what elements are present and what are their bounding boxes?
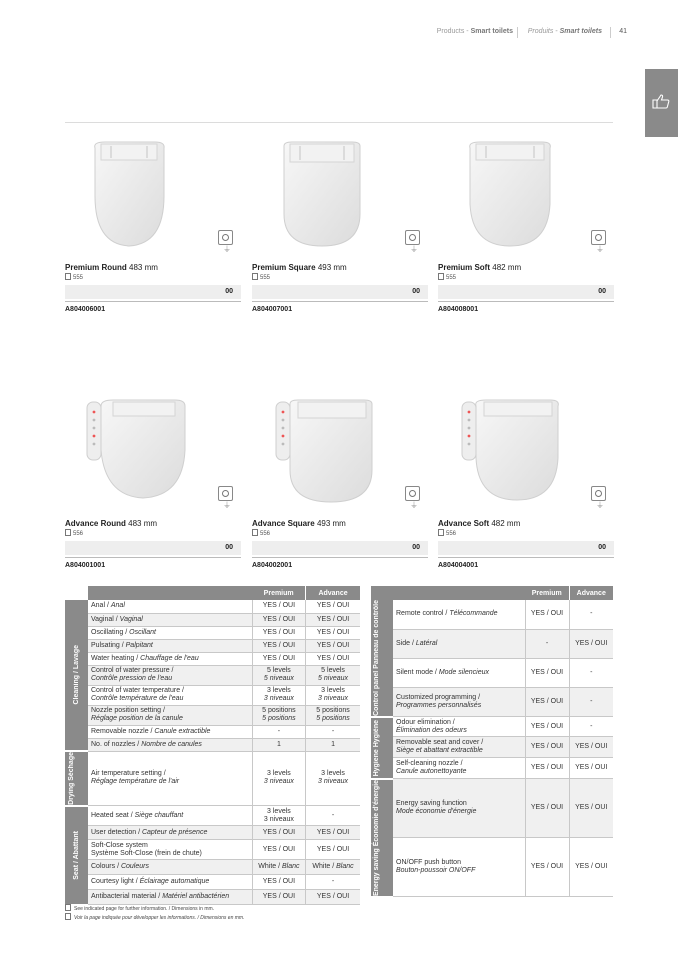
plug-icon: ⏚ bbox=[223, 501, 231, 510]
spec-table-left bbox=[65, 586, 360, 906]
advance-value: - bbox=[569, 658, 613, 687]
premium-value: 1 bbox=[252, 738, 305, 751]
touch-panel-icon bbox=[405, 486, 420, 501]
quantity-box[interactable]: 00 bbox=[252, 285, 428, 299]
advance-value: YES / OUI bbox=[569, 779, 613, 838]
toilet-seat-advance-round bbox=[65, 390, 241, 518]
toilet-seat-premium-soft bbox=[438, 134, 614, 262]
code-divider bbox=[252, 301, 428, 302]
product-name: Premium Soft 482 mm bbox=[438, 263, 522, 272]
page-ref-icon bbox=[65, 273, 71, 280]
toilet-seat-advance-soft bbox=[438, 390, 614, 518]
section-tab[interactable] bbox=[645, 69, 678, 137]
feature-label: Control of water temperature / Contrôle température de l'eau bbox=[88, 685, 252, 705]
group-label-energy-saving: Energy saving Économie d'énergie bbox=[371, 779, 393, 897]
group-label-seat: Seat / Abattant bbox=[65, 806, 88, 905]
breadcrumb-en: Products - Smart toilets bbox=[436, 28, 513, 35]
advance-value: - bbox=[306, 806, 360, 826]
page-ref: 556 bbox=[438, 529, 456, 537]
page-ref-icon bbox=[65, 913, 71, 920]
product-name: Premium Round 483 mm bbox=[65, 263, 158, 272]
feature-label: Energy saving function Mode économie d'énergie bbox=[393, 779, 525, 838]
feature-label: Soft-Close system Système Soft-Close (frein de chute) bbox=[88, 840, 252, 860]
product-name: Advance Round 483 mm bbox=[65, 519, 158, 528]
feature-label: Removable nozzle / Canule extractible bbox=[88, 725, 252, 738]
page-ref-icon bbox=[438, 273, 444, 280]
page-ref: 555 bbox=[65, 273, 83, 281]
feature-label: No. of nozzles / Nombre de canules bbox=[88, 738, 252, 751]
feature-label: Oscillating / Oscillant bbox=[88, 626, 252, 639]
col-advance: Advance bbox=[306, 586, 360, 600]
page-header bbox=[0, 27, 678, 41]
premium-value: YES / OUI bbox=[252, 652, 305, 665]
premium-value: YES / OUI bbox=[525, 688, 569, 717]
advance-value: YES / OUI bbox=[306, 600, 360, 613]
product-image bbox=[438, 134, 614, 262]
premium-value: YES / OUI bbox=[525, 838, 569, 897]
plug-icon: ⏚ bbox=[596, 501, 604, 510]
touch-panel-icon bbox=[218, 486, 233, 501]
advance-value: - bbox=[569, 717, 613, 737]
feature-label: Removable seat and cover / Siège et abattant extractible bbox=[393, 737, 525, 758]
feature-label: Silent mode / Mode silencieux bbox=[393, 658, 525, 687]
premium-value: - bbox=[525, 629, 569, 658]
advance-value: 5 levels 5 niveaux bbox=[306, 665, 360, 685]
footnote-fr: Voir la page indiquée pour développer les informations. / Dimensions en mm. bbox=[65, 913, 244, 921]
premium-value: - bbox=[252, 725, 305, 738]
group-label-drying: Drying Séchage bbox=[65, 751, 88, 806]
feature-label: Vaginal / Vaginal bbox=[88, 613, 252, 626]
feature-label: User detection / Capteur de présence bbox=[88, 826, 252, 840]
group-label-cleaning: Cleaning / Lavage bbox=[65, 600, 88, 751]
premium-value: 3 levels 3 niveaux bbox=[252, 685, 305, 705]
feature-label: Heated seat / Siège chauffant bbox=[88, 806, 252, 826]
feature-label: Side / Latéral bbox=[393, 629, 525, 658]
feature-label: Colours / Couleurs bbox=[88, 860, 252, 875]
product-code: A804008001 bbox=[438, 306, 479, 313]
premium-value: YES / OUI bbox=[525, 717, 569, 737]
premium-value: 5 positions 5 positions bbox=[252, 705, 305, 725]
advance-value: 3 levels 3 niveaux bbox=[306, 685, 360, 705]
header-spacer bbox=[65, 586, 88, 600]
page-ref-icon bbox=[65, 904, 71, 911]
product-code: A804001001 bbox=[65, 562, 106, 569]
product-card[interactable] bbox=[65, 390, 241, 569]
advance-value: YES / OUI bbox=[306, 826, 360, 840]
breadcrumb-fr: Produits - Smart toilets bbox=[527, 28, 602, 35]
advance-value: - bbox=[306, 875, 360, 890]
advance-value: YES / OUI bbox=[569, 838, 613, 897]
product-name: Advance Soft 482 mm bbox=[438, 519, 521, 528]
premium-value: 3 levels 3 niveaux bbox=[252, 751, 305, 806]
premium-value: YES / OUI bbox=[525, 658, 569, 687]
quantity-box[interactable]: 00 bbox=[438, 285, 614, 299]
premium-value: YES / OUI bbox=[525, 737, 569, 758]
breadcrumb-divider bbox=[517, 27, 518, 38]
premium-value: White / Blanc bbox=[252, 860, 305, 875]
advance-value: - bbox=[569, 600, 613, 629]
feature-label: Remote control / Télécommande bbox=[393, 600, 525, 629]
feature-label: Antibacterial material / Matériel antibactérien bbox=[88, 890, 252, 905]
premium-value: YES / OUI bbox=[525, 600, 569, 629]
premium-value: YES / OUI bbox=[252, 890, 305, 905]
product-image bbox=[65, 390, 241, 518]
premium-value: YES / OUI bbox=[252, 613, 305, 626]
feature-label: Water heating / Chauffage de l'eau bbox=[88, 652, 252, 665]
feature-label: Self-cleaning nozzle / Canule autonettoyante bbox=[393, 758, 525, 779]
page-ref: 555 bbox=[252, 273, 270, 281]
plug-icon: ⏚ bbox=[223, 245, 231, 254]
touch-panel-icon bbox=[591, 230, 606, 245]
advance-value: YES / OUI bbox=[569, 629, 613, 658]
hand-flush-icon bbox=[651, 91, 671, 111]
advance-value: - bbox=[306, 725, 360, 738]
advance-value: YES / OUI bbox=[306, 626, 360, 639]
page-number: 41 bbox=[619, 28, 627, 35]
quantity-box[interactable]: 00 bbox=[252, 541, 428, 555]
header-feature bbox=[88, 586, 252, 600]
touch-panel-icon bbox=[218, 230, 233, 245]
product-card[interactable] bbox=[252, 390, 428, 569]
page-ref: 555 bbox=[438, 273, 456, 281]
advance-value: YES / OUI bbox=[569, 737, 613, 758]
premium-value: YES / OUI bbox=[252, 840, 305, 860]
toilet-seat-premium-round bbox=[65, 134, 241, 262]
header-feature bbox=[393, 586, 525, 600]
feature-label: Courtesy light / Éclairage automatique bbox=[88, 875, 252, 890]
product-name: Advance Square 493 mm bbox=[252, 519, 346, 528]
premium-value: 5 levels 5 niveaux bbox=[252, 665, 305, 685]
product-code: A804007001 bbox=[252, 306, 293, 313]
product-card[interactable] bbox=[438, 134, 614, 313]
footnote-en: See indicated page for further information. / Dimensions in mm. bbox=[65, 904, 214, 912]
code-divider bbox=[438, 557, 614, 558]
advance-value: 5 positions 5 positions bbox=[306, 705, 360, 725]
page-ref: 556 bbox=[252, 529, 270, 537]
product-code: A804006001 bbox=[65, 306, 106, 313]
advance-value: - bbox=[569, 688, 613, 717]
code-divider bbox=[65, 301, 241, 302]
code-divider bbox=[252, 557, 428, 558]
product-card[interactable] bbox=[65, 134, 241, 313]
toilet-seat-premium-square bbox=[252, 134, 428, 262]
plug-icon: ⏚ bbox=[410, 501, 418, 510]
group-label-hygiene: Hygiene Hygiène bbox=[371, 717, 393, 779]
spec-table-right bbox=[371, 586, 613, 898]
feature-label: Pulsating / Palpitant bbox=[88, 639, 252, 652]
quantity-box[interactable]: 00 bbox=[65, 285, 241, 299]
product-image bbox=[252, 134, 428, 262]
page-number-divider bbox=[610, 27, 611, 38]
premium-value: 3 levels 3 niveaux bbox=[252, 806, 305, 826]
quantity-box[interactable]: 00 bbox=[65, 541, 241, 555]
feature-label: ON/OFF push button Bouton-poussoir ON/OFF bbox=[393, 838, 525, 897]
plug-icon: ⏚ bbox=[596, 245, 604, 254]
quantity-box[interactable]: 00 bbox=[438, 541, 614, 555]
premium-value: YES / OUI bbox=[525, 779, 569, 838]
page-ref-icon bbox=[65, 529, 71, 536]
premium-value: YES / OUI bbox=[252, 826, 305, 840]
touch-panel-icon bbox=[591, 486, 606, 501]
premium-value: YES / OUI bbox=[252, 875, 305, 890]
code-divider bbox=[65, 557, 241, 558]
col-advance: Advance bbox=[569, 586, 613, 600]
page-ref-icon bbox=[252, 273, 258, 280]
product-image bbox=[438, 390, 614, 518]
advance-value: YES / OUI bbox=[569, 758, 613, 779]
feature-label: Anal / Anal bbox=[88, 600, 252, 613]
premium-value: YES / OUI bbox=[525, 758, 569, 779]
product-image bbox=[65, 134, 241, 262]
product-name: Premium Square 493 mm bbox=[252, 263, 347, 272]
product-code: A804002001 bbox=[252, 562, 293, 569]
col-premium: Premium bbox=[252, 586, 305, 600]
advance-value: YES / OUI bbox=[306, 613, 360, 626]
feature-label: Odour elimination / Élimination des odeurs bbox=[393, 717, 525, 737]
header-spacer bbox=[371, 586, 393, 600]
plug-icon: ⏚ bbox=[410, 245, 418, 254]
advance-value: YES / OUI bbox=[306, 840, 360, 860]
feature-label: Nozzle position setting / Réglage position de la canule bbox=[88, 705, 252, 725]
page-ref-icon bbox=[252, 529, 258, 536]
advance-value: 3 levels 3 niveaux bbox=[306, 751, 360, 806]
feature-label: Customized programming / Programmes personnalisés bbox=[393, 688, 525, 717]
advance-value: YES / OUI bbox=[306, 639, 360, 652]
feature-label: Control of water pressure / Contrôle pression de l'eau bbox=[88, 665, 252, 685]
feature-label: Air temperature setting / Réglage température de l'air bbox=[88, 751, 252, 806]
premium-value: YES / OUI bbox=[252, 639, 305, 652]
advance-value: YES / OUI bbox=[306, 890, 360, 905]
advance-value: White / Blanc bbox=[306, 860, 360, 875]
product-card[interactable] bbox=[438, 390, 614, 569]
toilet-seat-advance-square bbox=[252, 390, 428, 518]
advance-value: 1 bbox=[306, 738, 360, 751]
code-divider bbox=[438, 301, 614, 302]
product-code: A804004001 bbox=[438, 562, 479, 569]
group-label-control-panel: Control panel Panneau de contrôle bbox=[371, 600, 393, 717]
premium-value: YES / OUI bbox=[252, 600, 305, 613]
premium-value: YES / OUI bbox=[252, 626, 305, 639]
top-divider bbox=[65, 122, 613, 123]
page-ref: 556 bbox=[65, 529, 83, 537]
product-image bbox=[252, 390, 428, 518]
touch-panel-icon bbox=[405, 230, 420, 245]
col-premium: Premium bbox=[525, 586, 569, 600]
advance-value: YES / OUI bbox=[306, 652, 360, 665]
page-ref-icon bbox=[438, 529, 444, 536]
product-card[interactable] bbox=[252, 134, 428, 313]
